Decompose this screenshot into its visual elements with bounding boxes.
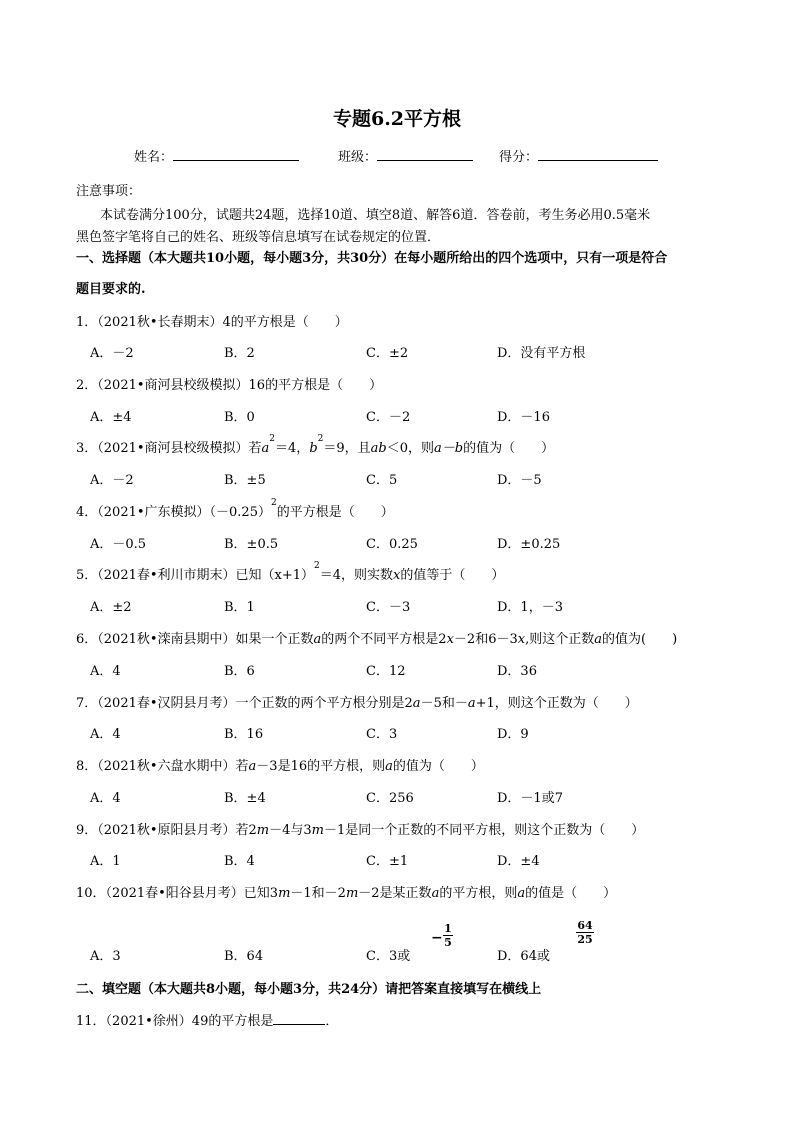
question-3: 3．（2021•商河县校级模拟）若$a^2=4$，$b^2=9$，且ab＜0，则a－b的值为（ ） — [76, 434, 555, 456]
q3-option-c: C．5 — [366, 473, 398, 488]
q4-option-a: A．－0.5 — [90, 537, 147, 552]
score-field: 得分： — [499, 146, 658, 165]
q2-option-d: D．－16 — [497, 410, 550, 425]
name-field: 姓名： — [134, 146, 299, 165]
q1-option-b: B．2 — [224, 346, 255, 361]
q10-c-minus-sign: − — [431, 930, 443, 946]
q8-option-c: C．256 — [366, 791, 414, 806]
section2-heading: 二、填空题（本大题共8小题，每小题3分，共24分）请把答案直接填写在横线上 — [76, 982, 542, 997]
name-blank[interactable] — [173, 147, 299, 161]
question-9: 9．（2021秋•原阳县月考）若2m－4与3m－1是同一个正数的不同平方根，则这个正数为（ ） — [76, 823, 645, 838]
q5-option-c: C．－3 — [366, 600, 411, 615]
notice-line-1: 本试卷满分100分，试题共24题，选择10道、填空8道、解答6道．答卷前，考生务必用0.5毫米 — [100, 208, 651, 223]
q6-option-d: D．36 — [497, 664, 537, 679]
q5-option-d: D．1，－3 — [497, 600, 563, 615]
question-10: 10．（2021春•阳谷县月考）已知3m－1和－2m－2是某正数a的平方根，则a的值是（ ） — [76, 886, 617, 901]
q9-option-c: C．±1 — [366, 854, 409, 869]
q3-option-b: B．±5 — [224, 473, 266, 488]
q10-option-d: D．64或 — [497, 949, 550, 964]
question-5: 5．（2021春•利川市期末）已知$(x+1)^2=4$，则实数x的值等于（ ） — [76, 561, 505, 583]
q7-option-d: D．9 — [497, 727, 529, 742]
question-2: 2．（2021•商河县校级模拟）16的平方根是（ ） — [76, 378, 383, 393]
q5-option-a: A．±2 — [90, 600, 132, 615]
q11-answer-blank[interactable] — [273, 1011, 325, 1025]
q1-option-a: A．－2 — [90, 346, 134, 361]
notice-line-2: 黑色签字笔将自己的姓名、班级等信息填写在试卷规定的位置． — [76, 230, 441, 245]
question-8: 8．（2021秋•六盘水期中）若a－3是16的平方根，则a的值为（ ） — [76, 759, 484, 774]
q9-option-d: D．±4 — [497, 854, 540, 869]
q8-option-a: A．4 — [90, 791, 121, 806]
q5-option-b: B．1 — [224, 600, 255, 615]
notice-heading: 注意事项： — [76, 184, 142, 199]
q10-option-a: A．3 — [90, 949, 121, 964]
q7-option-c: C．3 — [366, 727, 398, 742]
section1-heading: 一、选择题（本大题共10小题，每小题3分，共30分）在每小题所给出的四个选项中，只有一项是符合 — [76, 251, 668, 266]
q3-option-a: A．－2 — [90, 473, 134, 488]
page-title: 专题6.2平方根 — [332, 108, 462, 130]
score-blank[interactable] — [538, 147, 658, 161]
q4-option-b: B．±0.5 — [224, 537, 279, 552]
class-field: 班级： — [338, 146, 473, 165]
q6-option-c: C．12 — [366, 664, 406, 679]
q3-option-d: D．－5 — [497, 473, 542, 488]
q2-option-a: A．±4 — [90, 410, 132, 425]
q7-option-a: A．4 — [90, 727, 121, 742]
q2-option-c: C．－2 — [366, 410, 411, 425]
q4-option-c: C．0.25 — [366, 537, 418, 552]
question-7: 7．（2021春•汉阴县月考）一个正数的两个平方根分别是2a－5和－a+1，则这个正数为（ ） — [76, 696, 638, 711]
class-blank[interactable] — [377, 147, 473, 161]
q4-option-d: D．±0.25 — [497, 537, 561, 552]
q10-option-c: C．3或 — [366, 949, 411, 964]
section1-heading-cont: 题目要求的. — [76, 282, 146, 297]
q8-option-d: D．－1或7 — [497, 791, 563, 806]
q7-option-b: B．16 — [224, 727, 264, 742]
q1-option-d: D．没有平方根 — [497, 346, 586, 361]
question-11: 11．（2021•徐州）49的平方根是 ． — [76, 1010, 338, 1029]
q2-option-b: B．0 — [224, 410, 255, 425]
question-6: 6．（2021秋•滦南县期中）如果一个正数a的两个不同平方根是2x－2和6－3x,则这个正数a的值为( ) — [76, 632, 678, 647]
q10-c-fraction: $\frac{1}{5}$ — [444, 922, 452, 949]
q9-option-b: B．4 — [224, 854, 255, 869]
question-1: 1．（2021秋•长春期末）4的平方根是（ ） — [76, 315, 348, 330]
q8-option-b: B．±4 — [224, 791, 266, 806]
q6-option-a: A．4 — [90, 664, 121, 679]
q1-option-c: C．±2 — [366, 346, 409, 361]
q10-option-b: B．64 — [224, 949, 264, 964]
q6-option-b: B．6 — [224, 664, 255, 679]
q10-d-fraction: $\frac{64}{25}$ — [577, 919, 593, 946]
q9-option-a: A．1 — [90, 854, 121, 869]
question-4: 4．（2021•广东模拟）$(-0.25)^2$的平方根是（ ） — [76, 498, 394, 520]
